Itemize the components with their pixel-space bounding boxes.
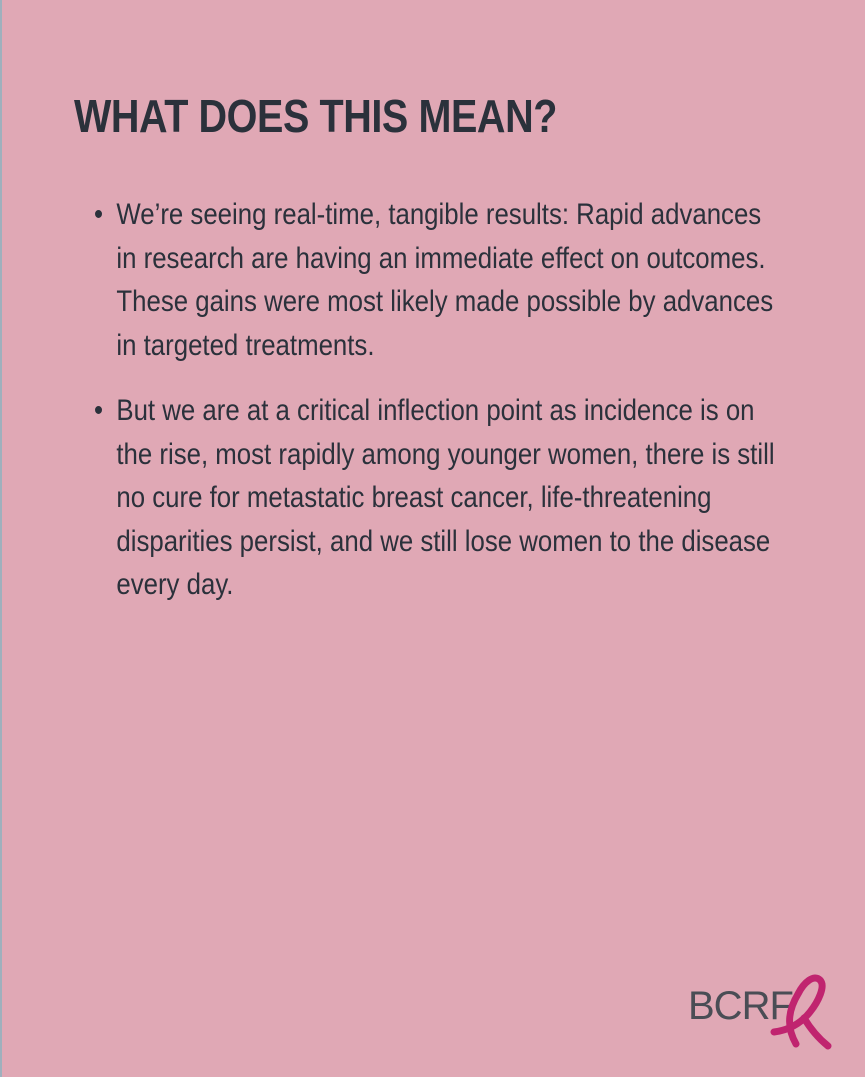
page-edge [0, 0, 2, 1077]
bullet-text: But we are at a critical inflection point as incidence is on the rise, most rapidly among younger women, there is still no cure for metastatic breast cancer, life-threatening disparities persist, and we still lose women to the disease every day. [116, 394, 775, 601]
bullet-text: We’re seeing real-time, tangible results: Rapid advances in research are having an immediate effect on outcomes. These gains were most likely made possible by advances in targeted treatments. [116, 198, 774, 362]
bullet-list [94, 193, 782, 629]
pink-ribbon-icon [766, 972, 832, 1050]
bcrf-logo [688, 972, 836, 1050]
page-title: WHAT DOES THIS MEAN? [74, 90, 557, 142]
bullet-marker: • [94, 198, 104, 231]
logo-text: BCRF [688, 984, 793, 1028]
list-item [94, 389, 782, 607]
list-item [94, 193, 782, 367]
bullet-marker: • [94, 394, 104, 427]
